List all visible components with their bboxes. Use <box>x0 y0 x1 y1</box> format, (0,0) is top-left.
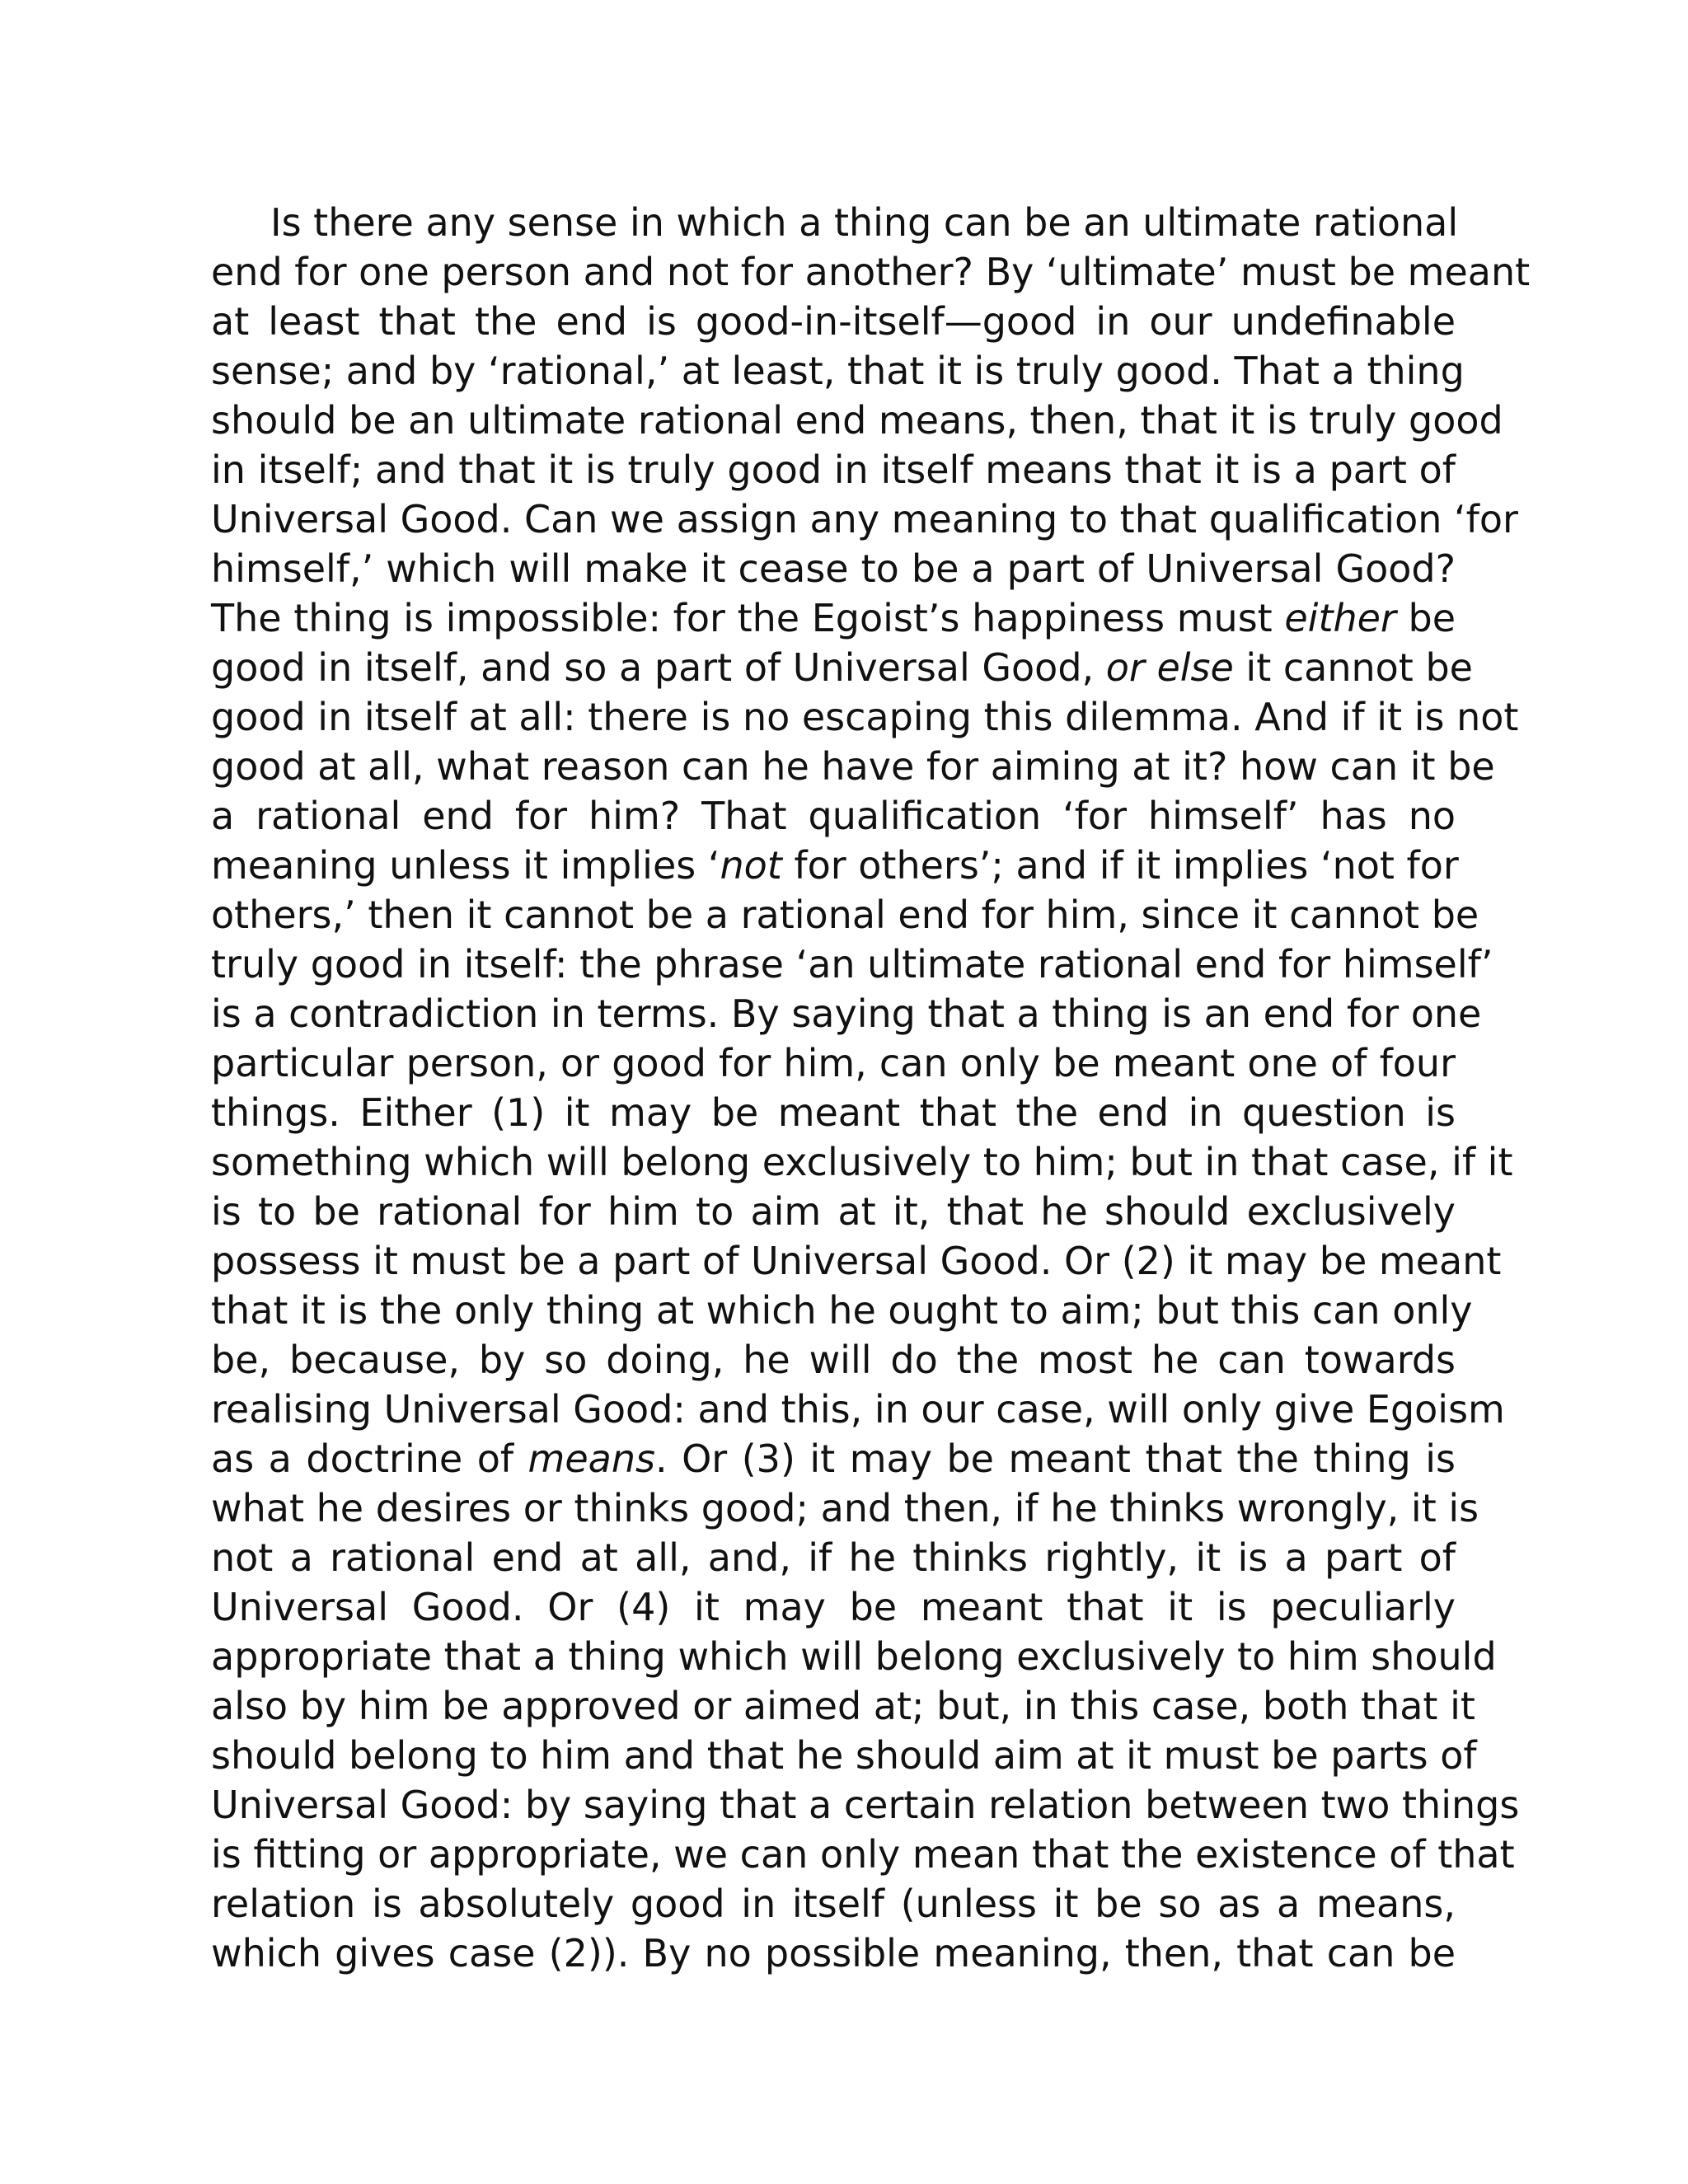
text-run: not a rational end at all, and, if he thinks rightly, it is a part of <box>211 1535 1456 1580</box>
text-run: something which will belong exclusively to him; but in that case, if it <box>211 1140 1513 1184</box>
text-run: good in itself, and so a part of Universal Good, <box>211 645 1106 690</box>
text-run: is fitting or appropriate, we can only mean that the existence of that <box>211 1832 1515 1877</box>
italic-text: either <box>1284 596 1396 640</box>
text-line <box>211 1434 1456 1483</box>
text-run: a rational end for him? That qualification ‘for himself’ has no <box>211 794 1456 838</box>
text-line <box>211 1780 1520 1830</box>
text-line <box>211 247 1531 297</box>
text-line <box>211 1137 1513 1187</box>
text-run: The thing is impossible: for the Egoist’s happiness must <box>211 596 1285 640</box>
text-line <box>211 1929 1456 1978</box>
text-line <box>211 1088 1456 1137</box>
text-line <box>211 989 1482 1038</box>
text-line <box>211 1533 1456 1582</box>
text-run: Universal Good: by saying that a certain relation between two things <box>211 1783 1520 1827</box>
text-run: . Or (3) it may be meant that the thing is <box>654 1436 1456 1481</box>
text-run: possess it must be a part of Universal Good. Or (2) it may be meant <box>211 1239 1502 1283</box>
text-line <box>211 643 1473 692</box>
text-run: at least that the end is good-in-itself—good in our undefinable <box>211 299 1456 344</box>
text-line <box>211 1286 1473 1335</box>
text-run: that it is the only thing at which he ought to aim; but this can only <box>211 1288 1473 1333</box>
text-line <box>211 1483 1479 1533</box>
text-run: himself,’ which will make it cease to be a part of Universal Good? <box>211 546 1456 591</box>
text-run: good in itself at all: there is no escaping this dilemma. And if it is not <box>211 695 1519 739</box>
text-line <box>211 940 1493 989</box>
text-run: meaning unless it implies ‘ <box>211 843 720 888</box>
text-line <box>211 544 1456 593</box>
text-line <box>211 198 1459 247</box>
text-line <box>211 494 1518 544</box>
text-line <box>211 692 1519 742</box>
text-run: realising Universal Good: and this, in our case, will only give Egoism <box>211 1387 1505 1432</box>
text-run: others,’ then it cannot be a rational end for him, since it cannot be <box>211 893 1479 937</box>
text-run: it cannot be <box>1233 645 1473 690</box>
text-line <box>211 1731 1477 1780</box>
text-run: appropriate that a thing which will belong exclusively to him should <box>211 1634 1497 1679</box>
text-run: good at all, what reason can he have for aiming at it? how can it be <box>211 744 1495 789</box>
text-line <box>211 1879 1456 1929</box>
text-line <box>211 1632 1497 1681</box>
text-line <box>211 1038 1456 1088</box>
text-line <box>211 791 1456 841</box>
text-run: Universal Good. Can we assign any meaning to that qualification ‘for <box>211 497 1518 541</box>
text-line <box>211 1187 1456 1236</box>
text-line <box>211 1236 1502 1286</box>
text-line <box>211 742 1495 791</box>
text-run: is a contradiction in terms. By saying that a thing is an end for one <box>211 991 1482 1036</box>
text-line <box>211 1385 1505 1434</box>
text-line <box>211 1830 1515 1879</box>
text-run: be, because, by so doing, he will do the most he can towards <box>211 1338 1456 1382</box>
text-run: Universal Good. Or (4) it may be meant that it is peculiarly <box>211 1585 1456 1629</box>
italic-text: or else <box>1105 645 1234 690</box>
text-run: should belong to him and that he should aim at it must be parts of <box>211 1733 1477 1778</box>
text-run: Is there any sense in which a thing can be an ultimate rational <box>270 200 1459 245</box>
italic-text: not <box>720 843 782 888</box>
text-run: in itself; and that it is truly good in itself means that it is a part of <box>211 448 1456 492</box>
text-run: sense; and by ‘rational,’ at least, that it is truly good. That a thing <box>211 349 1465 393</box>
text-line <box>211 346 1465 396</box>
text-line <box>211 297 1456 346</box>
text-run: be <box>1395 596 1456 640</box>
text-line <box>211 841 1459 890</box>
text-line <box>211 1681 1475 1731</box>
text-run: things. Either (1) it may be meant that the end in question is <box>211 1090 1456 1135</box>
text-line <box>211 396 1503 445</box>
text-run: as a doctrine of <box>211 1436 528 1481</box>
text-run: for others’; and if it implies ‘not for <box>781 843 1459 888</box>
italic-text: means <box>528 1436 655 1481</box>
text-run: relation is absolutely good in itself (unless it be so as a means, <box>211 1882 1456 1926</box>
text-line <box>211 593 1456 643</box>
text-run: truly good in itself: the phrase ‘an ultimate rational end for himself’ <box>211 942 1493 987</box>
text-run: should be an ultimate rational end means, then, that it is truly good <box>211 398 1503 443</box>
text-line <box>211 1582 1456 1632</box>
text-run: what he desires or thinks good; and then, if he thinks wrongly, it is <box>211 1486 1479 1530</box>
text-line <box>211 445 1456 494</box>
text-run: end for one person and not for another? By ‘ultimate’ must be meant <box>211 250 1531 294</box>
text-line <box>211 1335 1456 1385</box>
body-paragraph <box>211 198 1531 1978</box>
text-run: also by him be approved or aimed at; but, in this case, both that it <box>211 1684 1475 1728</box>
text-line <box>211 890 1479 940</box>
text-run: particular person, or good for him, can only be meant one of four <box>211 1041 1456 1085</box>
text-run: is to be rational for him to aim at it, that he should exclusively <box>211 1189 1456 1234</box>
text-run: which gives case (2)). By no possible meaning, then, that can be <box>211 1931 1456 1975</box>
